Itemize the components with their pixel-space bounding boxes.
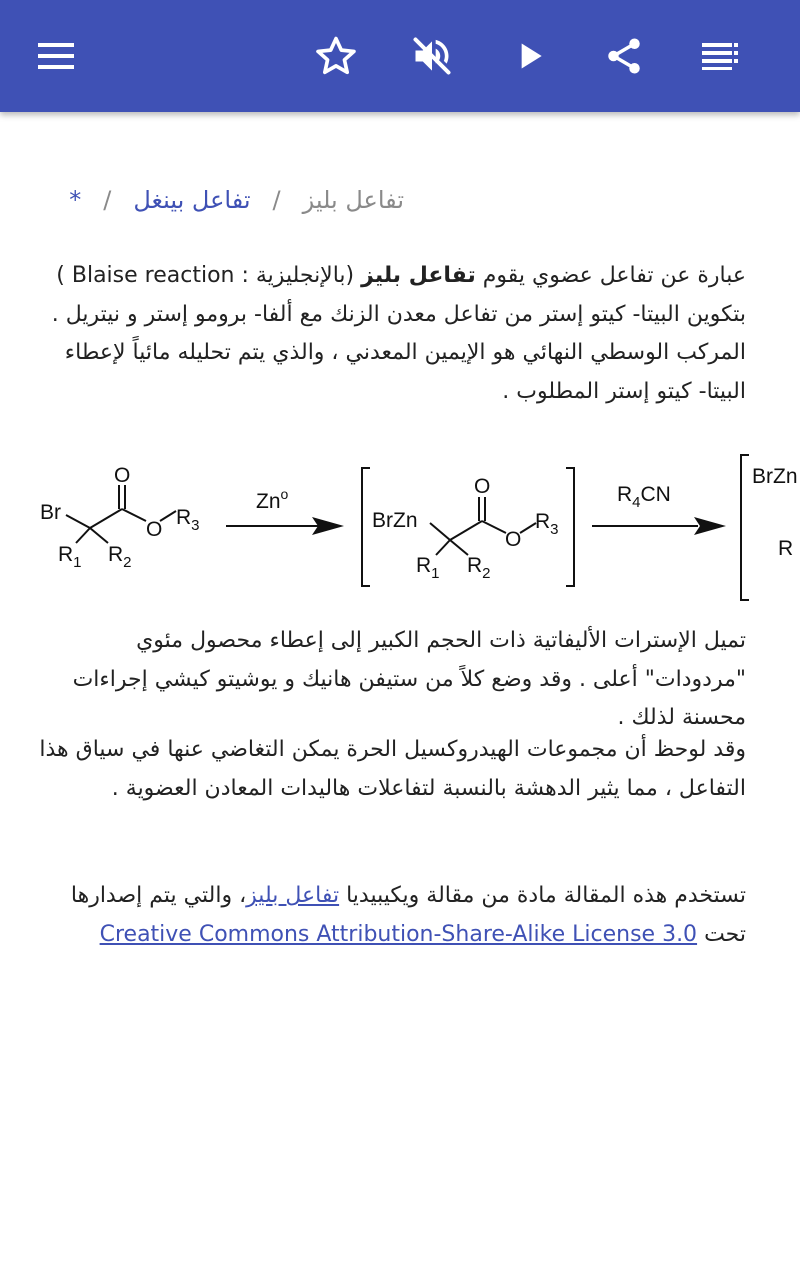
wikipedia-article-link[interactable]: تفاعل بليز <box>246 883 340 908</box>
brzn-label: BrZn <box>372 509 418 532</box>
bracket-left <box>741 455 749 600</box>
reaction-scheme <box>0 445 800 610</box>
play-button[interactable] <box>502 28 558 84</box>
top-app-bar <box>0 0 800 112</box>
attribution-paragraph <box>34 877 746 954</box>
article-paragraph: تميل الإسترات الأليفاتية ذات الحجم الكبير إلى إعطاء محصول مئوي "مردودات" أعلى . وقد وضع كلاً من ستيفن هانيك و يوشيتو كيشي إجراءات محسنة لذلك . <box>72 628 746 730</box>
list-icon <box>700 41 740 71</box>
play-icon <box>510 36 550 76</box>
r3-label: $R_3$ <box>176 506 200 534</box>
r1-label: $R_1$ <box>416 554 440 582</box>
bracket-right <box>566 468 574 586</box>
menu-icon <box>36 41 76 71</box>
breadcrumb-current: تفاعل بليز <box>302 186 404 214</box>
r1-label: $R_1$ <box>58 543 82 571</box>
share-icon <box>603 35 645 77</box>
license-link[interactable]: Creative Commons Attribution-Share-Alike License 3.0 <box>99 921 698 947</box>
attribution-mid: ، والتي يتم إصدارها تحت <box>70 883 746 947</box>
breadcrumb <box>69 182 404 218</box>
oxygen-label: O <box>505 528 522 551</box>
reaction-scheme-diagram <box>0 445 800 610</box>
oxygen-label: O <box>474 475 491 498</box>
nitrile-reagent-label: $R_4CN$ <box>617 483 671 511</box>
favorite-button[interactable] <box>308 28 364 84</box>
article-term: تفاعل بليز <box>361 263 476 288</box>
breadcrumb-separator: / <box>103 186 112 214</box>
volume-off-icon <box>410 34 454 78</box>
brzn-label: BrZn <box>752 465 798 488</box>
breadcrumb-link[interactable]: تفاعل بينغل <box>133 186 251 214</box>
r-label: R <box>778 537 794 560</box>
r2-label: $R_2$ <box>467 554 491 582</box>
article-paragraph: وقد لوحظ أن مجموعات الهيدروكسيل الحرة يمكن التغاضي عنها في سياق هذا التفاعل ، مما يثير الدهشة بالنسبة لتفاعلات هاليدات المعادن العضوية . <box>39 737 746 801</box>
paragraph-intro: عبارة عن تفاعل عضوي يقوم <box>482 263 746 288</box>
arrow-head <box>694 517 726 535</box>
zinc-reagent-label: Zn$^o$ <box>256 486 289 513</box>
attribution-intro: تستخدم هذه المقالة مادة من مقالة ويكيبيديا <box>346 883 746 908</box>
r3-label: $R_3$ <box>535 510 559 538</box>
paragraph-text: (بالإنجليزية : Blaise reaction ) بتكوين البيتا- كيتو إستر من تفاعل معدن الزنك مع ألفا- برومو إستر و نيتريل . المركب الوسطي النهائي هو الإيمين المعدني ، والذي يتم تحليله مائياً لإعطاء البيتا- كيتو إستر المطلوب . <box>51 263 746 404</box>
oxygen-label: O <box>114 464 131 487</box>
r2-label: $R_2$ <box>108 543 132 571</box>
menu-button[interactable] <box>28 28 84 84</box>
article-paragraph <box>34 257 746 411</box>
share-button[interactable] <box>596 28 652 84</box>
breadcrumb-star[interactable]: * <box>69 186 82 214</box>
star-icon <box>314 34 358 78</box>
bracket-left <box>362 468 370 586</box>
bromine-label: Br <box>40 501 61 524</box>
oxygen-label: O <box>146 518 163 541</box>
contents-button[interactable] <box>692 28 748 84</box>
breadcrumb-separator: / <box>272 186 281 214</box>
mute-button[interactable] <box>404 28 460 84</box>
